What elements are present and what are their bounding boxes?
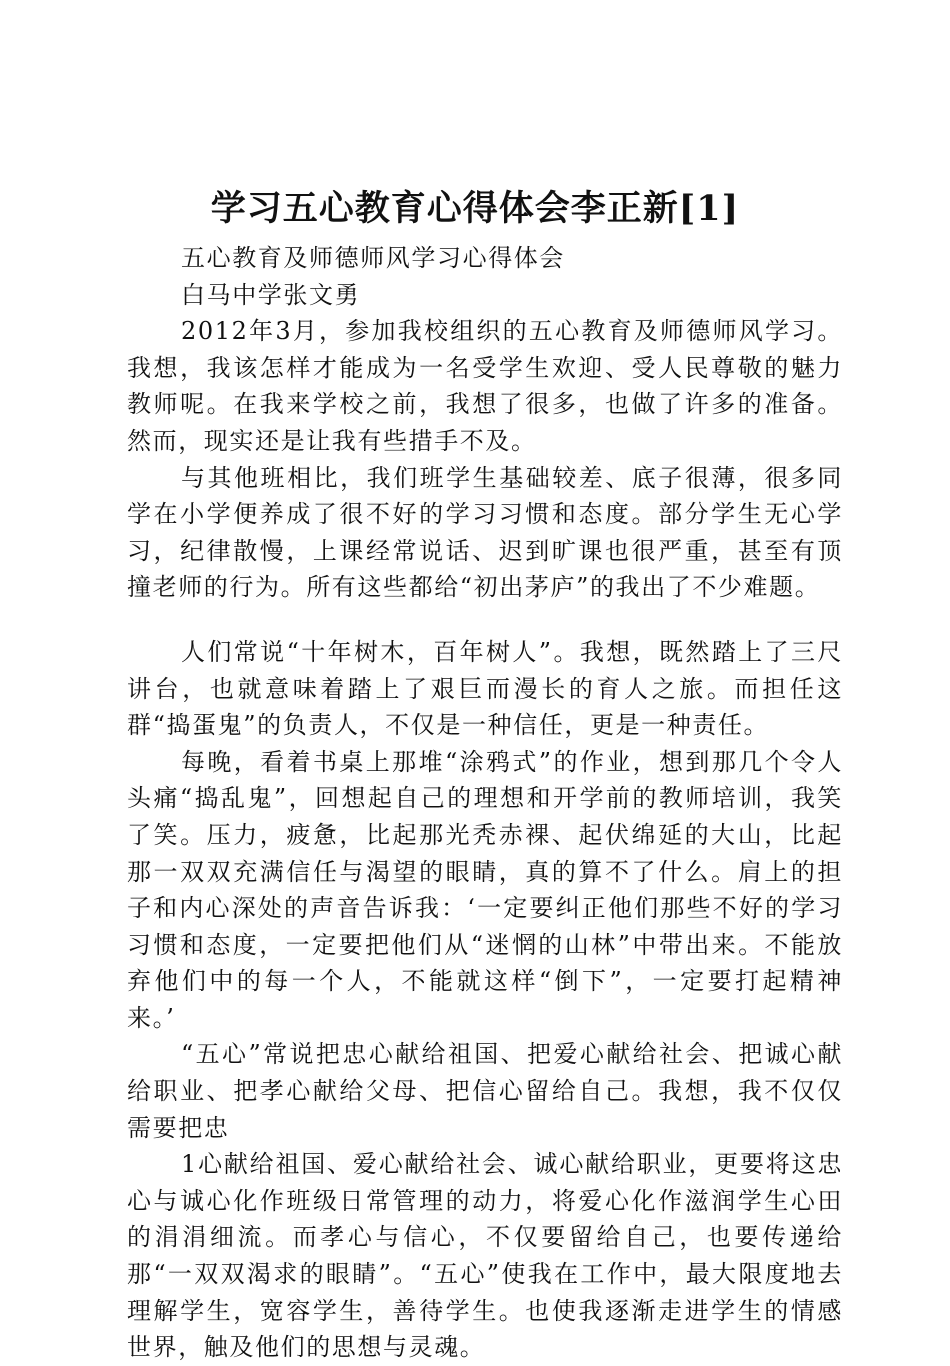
document-title: 学习五心教育心得体会李正新[1] xyxy=(210,188,740,229)
paragraph-2: 与其他班相比，我们班学生基础较差、底子很薄，很多同学在小学便养成了很不好的学习习惯和态度。部分学生无心学习，纪律散慢，上课经常说话、迟到旷课也很严重，甚至有顶撞老师的行为。所有这些都给“初出茅庐”的我出了不少难题。 xyxy=(127,463,843,602)
paragraph-4: 每晚，看着书桌上那堆“涂鸦式”的作业，想到那几个令人头痛“捣乱鬼”，回想起自己的理想和开学前的教师培训，我笑了笑。压力，疲惫，比起那光秃赤裸、起伏绵延的大山，比起那一双双充满信任与渴望的眼睛，真的算不了什么。肩上的担子和内心深处的声音告诉我：‘一定要纠正他们那些不好的学习习惯和态度，一定要把他们从“迷惘的山林”中带出来。不能放弃他们中的每一个人，不能就这样“倒下”，一定要打起精神来。’ xyxy=(127,747,843,1032)
paragraph-6: 1心献给祖国、爱心献给社会、诚心献给职业，更要将这忠心与诚心化作班级日常管理的动力，将爱心化作滋润学生心田的涓涓细流。而孝心与信心，不仅要留给自己，也要传递给那“一双双渴求的眼睛”。“五心”使我在工作中，最大限度地去理解学生，宽容学生，善待学生。也使我逐渐走进学生的情感世界，触及他们的思想与灵魂。 xyxy=(127,1150,843,1362)
paragraph-3: 人们常说“十年树木，百年树人”。我想，既然踏上了三尺讲台，也就意味着踏上了艰巨而漫长的育人之旅。而担任这群“捣蛋鬼”的负责人，不仅是一种信任，更是一种责任。 xyxy=(127,637,843,740)
author-line: 白马中学张文勇 xyxy=(181,280,361,309)
paragraph-1: 2012年3月，参加我校组织的五心教育及师德师风学习。我想，我该怎样才能成为一名受学生欢迎、受人民尊敬的魅力教师呢。在我来学校之前，我想了很多，也做了许多的准备。然而，现实还是让我有些措手不及。 xyxy=(127,317,843,455)
paragraph-5: “五心”常说把忠心献给祖国、把爱心献给社会、把诚心献给职业、把孝心献给父母、把信心留给自己。我想，我不仅仅需要把忠 xyxy=(127,1040,843,1142)
paragraph-spacer xyxy=(127,606,843,634)
document-subtitle: 五心教育及师德师风学习心得体会 xyxy=(181,244,565,272)
document-body xyxy=(127,240,843,1366)
